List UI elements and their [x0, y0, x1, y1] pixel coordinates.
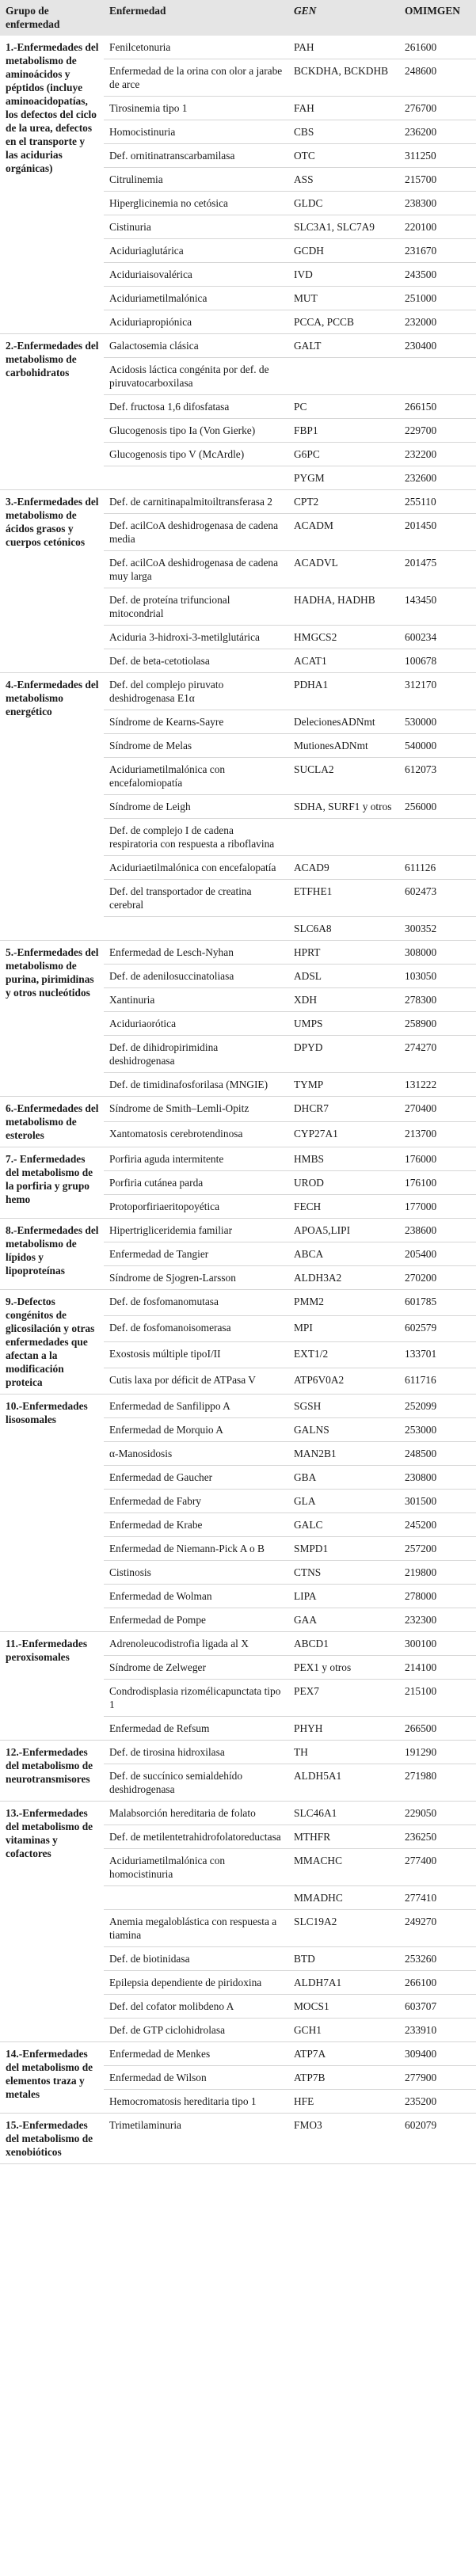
omim-cell: 270200 [399, 1266, 476, 1290]
disease-cell: Enfermedad de Menkes [104, 2042, 288, 2066]
disease-cell: Adrenoleucodistrofia ligada al X [104, 1632, 288, 1656]
gene-cell: TYMP [288, 1073, 399, 1097]
omim-cell: 312170 [399, 673, 476, 710]
omim-cell: 276700 [399, 97, 476, 120]
disease-cell: Porfiria cutánea parda [104, 1171, 288, 1195]
disease-cell: Xantinuria [104, 988, 288, 1012]
group-name-cell: 3.-Enfermedades del metabolismo de ácidos grasos y cuerpos cetónicos [0, 490, 104, 673]
omim-cell: 266500 [399, 1717, 476, 1741]
gene-cell: PMM2 [288, 1290, 399, 1316]
disease-cell: Malabsorción hereditaria de folato [104, 1802, 288, 1825]
gene-cell: GLA [288, 1490, 399, 1513]
omim-cell: 230400 [399, 334, 476, 358]
gene-cell: CPT2 [288, 490, 399, 514]
gene-cell: TH [288, 1741, 399, 1764]
gene-cell: PYGM [288, 466, 399, 490]
disease-cell: Trimetilaminuria [104, 2114, 288, 2164]
omim-cell: 201450 [399, 514, 476, 551]
omim-cell: 266150 [399, 395, 476, 419]
table-row [0, 334, 476, 358]
omim-cell: 253000 [399, 1418, 476, 1442]
group-name-cell: 2.-Enfermedades del metabolismo de carbohidratos [0, 334, 104, 490]
gene-cell: CYP27A1 [288, 1122, 399, 1147]
gene-cell: ATP7A [288, 2042, 399, 2066]
omim-cell: 602473 [399, 880, 476, 917]
disease-cell: Enfermedad de Lesch-Nyhan [104, 941, 288, 965]
disease-cell: Def. de tirosina hidroxilasa [104, 1741, 288, 1764]
disease-cell: Aciduriapropiónica [104, 310, 288, 334]
gene-cell: BTD [288, 1947, 399, 1971]
table-row [0, 1395, 476, 1418]
table-row [0, 2114, 476, 2164]
omim-cell [399, 358, 476, 395]
gene-cell: SGSH [288, 1395, 399, 1418]
disease-cell: Def. de complejo I de cadena respiratoria con respuesta a riboflavina [104, 819, 288, 856]
omim-cell: 256000 [399, 795, 476, 819]
gene-cell: ADSL [288, 965, 399, 988]
gene-cell: ALDH7A1 [288, 1971, 399, 1995]
disease-cell: Cistinuria [104, 215, 288, 239]
gene-cell: PC [288, 395, 399, 419]
disease-cell: Hemocromatosis hereditaria tipo 1 [104, 2090, 288, 2114]
disease-cell: Enfermedad de Tangier [104, 1242, 288, 1266]
gene-cell: PAH [288, 36, 399, 59]
omim-cell: 277410 [399, 1886, 476, 1910]
gene-cell: GALT [288, 334, 399, 358]
omim-cell: 214100 [399, 1656, 476, 1680]
gene-cell: DHCR7 [288, 1097, 399, 1122]
header-gene: GEN [288, 0, 399, 36]
disease-cell: Enfermedad de Pompe [104, 1608, 288, 1632]
gene-cell: GAA [288, 1608, 399, 1632]
gene-cell: CTNS [288, 1561, 399, 1585]
gene-cell: GALC [288, 1513, 399, 1537]
gene-cell: FAH [288, 97, 399, 120]
disease-cell: Homocistinuria [104, 120, 288, 144]
omim-cell: 311250 [399, 144, 476, 168]
omim-cell: 232600 [399, 466, 476, 490]
omim-cell: 229700 [399, 419, 476, 443]
gene-cell: IVD [288, 263, 399, 287]
table-row [0, 1741, 476, 1764]
gene-cell: SMPD1 [288, 1537, 399, 1561]
disease-cell: Síndrome de Melas [104, 734, 288, 758]
gene-cell: OTC [288, 144, 399, 168]
omim-cell: 257200 [399, 1537, 476, 1561]
gene-cell: ATP6V0A2 [288, 1368, 399, 1395]
gene-cell: SLC46A1 [288, 1802, 399, 1825]
omim-cell: 231670 [399, 239, 476, 263]
omim-cell: 266100 [399, 1971, 476, 1995]
gene-cell: LIPA [288, 1585, 399, 1608]
disease-cell: Epilepsia dependiente de piridoxina [104, 1971, 288, 1995]
omim-cell: 277900 [399, 2066, 476, 2090]
disease-cell: Citrulinemia [104, 168, 288, 192]
disease-cell: Enfermedad de Morquio A [104, 1418, 288, 1442]
omim-cell: 261600 [399, 36, 476, 59]
gene-cell: UROD [288, 1171, 399, 1195]
omim-cell: 270400 [399, 1097, 476, 1122]
gene-cell: GCDH [288, 239, 399, 263]
gene-cell: FECH [288, 1195, 399, 1219]
gene-cell: SLC3A1, SLC7A9 [288, 215, 399, 239]
disease-cell: Galactosemia clásica [104, 334, 288, 358]
gene-cell: HMBS [288, 1147, 399, 1171]
omim-cell: 235200 [399, 2090, 476, 2114]
gene-cell: SLC19A2 [288, 1910, 399, 1947]
omim-cell: 215100 [399, 1680, 476, 1717]
disease-cell: Hiperglicinemia no cetósica [104, 192, 288, 215]
table-body [0, 36, 476, 2164]
group-name-cell: 6.-Enfermedades del metabolismo de esteroles [0, 1097, 104, 1147]
gene-cell: ETFHE1 [288, 880, 399, 917]
gene-cell: ASS [288, 168, 399, 192]
disease-cell: Enfermedad de Gaucher [104, 1466, 288, 1490]
group-name-cell: 8.-Enfermedades del metabolismo de lípidos y lipoproteínas [0, 1219, 104, 1290]
gene-cell: ACADM [288, 514, 399, 551]
table-row [0, 941, 476, 965]
gene-cell: UMPS [288, 1012, 399, 1036]
disease-cell: Tirosinemia tipo 1 [104, 97, 288, 120]
disease-cell: Enfermedad de Niemann-Pick A o B [104, 1537, 288, 1561]
omim-cell: 213700 [399, 1122, 476, 1147]
omim-cell: 612073 [399, 758, 476, 795]
disease-cell: Glucogenosis tipo V (McArdle) [104, 443, 288, 466]
disease-cell: Def. fructosa 1,6 difosfatasa [104, 395, 288, 419]
header-omim: OMIMGEN [399, 0, 476, 36]
omim-cell: 100678 [399, 649, 476, 673]
gene-cell: MOCS1 [288, 1995, 399, 2019]
disease-cell: Glucogenosis tipo Ia (Von Gierke) [104, 419, 288, 443]
gene-cell: MutionesADNmt [288, 734, 399, 758]
disease-cell: Enfermedad de Fabry [104, 1490, 288, 1513]
gene-cell: CBS [288, 120, 399, 144]
disease-cell: Def. de fosfomanoisomerasa [104, 1316, 288, 1342]
group-name-cell: 12.-Enfermedades del metabolismo de neurotransmisores [0, 1741, 104, 1802]
gene-cell: PEX1 y otros [288, 1656, 399, 1680]
gene-cell: SDHA, SURF1 y otros [288, 795, 399, 819]
omim-cell: 602579 [399, 1316, 476, 1342]
omim-cell: 176100 [399, 1171, 476, 1195]
omim-cell: 278300 [399, 988, 476, 1012]
table-row [0, 1290, 476, 1316]
group-name-cell: 14.-Enfermedades del metabolismo de elementos traza y metales [0, 2042, 104, 2114]
omim-cell: 233910 [399, 2019, 476, 2042]
omim-cell: 236250 [399, 1825, 476, 1849]
gene-cell: PDHA1 [288, 673, 399, 710]
table-row [0, 1632, 476, 1656]
gene-cell: EXT1/2 [288, 1342, 399, 1368]
gene-cell: FBP1 [288, 419, 399, 443]
disease-cell: Anemia megaloblástica con respuesta a tiamina [104, 1910, 288, 1947]
omim-cell: 274270 [399, 1036, 476, 1073]
omim-cell: 611716 [399, 1368, 476, 1395]
disease-cell: Fenilcetonuria [104, 36, 288, 59]
omim-cell: 245200 [399, 1513, 476, 1537]
omim-cell: 601785 [399, 1290, 476, 1316]
disease-cell: Exostosis múltiple tipoI/II [104, 1342, 288, 1368]
omim-cell: 611126 [399, 856, 476, 880]
omim-cell: 232300 [399, 1608, 476, 1632]
disease-cell: Síndrome de Leigh [104, 795, 288, 819]
omim-cell: 243500 [399, 263, 476, 287]
disease-cell: Aciduriametilmalónica con homocistinuria [104, 1849, 288, 1886]
gene-cell: HPRT [288, 941, 399, 965]
gene-cell: DPYD [288, 1036, 399, 1073]
disease-cell: Enfermedad de Refsum [104, 1717, 288, 1741]
disease-cell: Def. de proteína trifuncional mitocondrial [104, 588, 288, 626]
disease-cell: Def. acilCoA deshidrogenasa de cadena media [104, 514, 288, 551]
gene-cell: GBA [288, 1466, 399, 1490]
gene-cell: MPI [288, 1316, 399, 1342]
gene-cell: HFE [288, 2090, 399, 2114]
omim-cell: 229050 [399, 1802, 476, 1825]
table-row [0, 1219, 476, 1242]
disease-cell: Def. de adenilosuccinatoliasa [104, 965, 288, 988]
gene-cell: HADHA, HADHB [288, 588, 399, 626]
omim-cell: 248500 [399, 1442, 476, 1466]
disease-cell: Aciduriaorótica [104, 1012, 288, 1036]
gene-cell: SUCLA2 [288, 758, 399, 795]
omim-cell: 177000 [399, 1195, 476, 1219]
disease-cell [104, 917, 288, 941]
omim-cell: 252099 [399, 1395, 476, 1418]
table-row [0, 36, 476, 59]
omim-cell: 191290 [399, 1741, 476, 1764]
group-name-cell: 1.-Enfermedades del metabolismo de aminoácidos y péptidos (incluye aminoacidopatías, los defectos del ciclo de la urea, defectos en el transporte y las acidurias orgánicas) [0, 36, 104, 334]
disease-cell: Def. de timidinafosforilasa (MNGIE) [104, 1073, 288, 1097]
group-name-cell: 5.-Enfermedades del metabolismo de purina, pirimidinas y otros nucleótidos [0, 941, 104, 1097]
gene-cell: MMACHC [288, 1849, 399, 1886]
disease-cell: Def. de fosfomanomutasa [104, 1290, 288, 1316]
gene-cell: DelecionesADNmt [288, 710, 399, 734]
omim-cell: 201475 [399, 551, 476, 588]
disease-cell: Aciduriametilmalónica con encefalomiopatía [104, 758, 288, 795]
disease-cell: Def. de biotinidasa [104, 1947, 288, 1971]
omim-cell: 232000 [399, 310, 476, 334]
disease-cell: Protoporfiriaeritopoyética [104, 1195, 288, 1219]
omim-cell: 277400 [399, 1849, 476, 1886]
gene-cell: ATP7B [288, 2066, 399, 2090]
gene-cell: MTHFR [288, 1825, 399, 1849]
omim-cell: 278000 [399, 1585, 476, 1608]
header-disease: Enfermedad [104, 0, 288, 36]
omim-cell: 248600 [399, 59, 476, 97]
disease-cell [104, 1886, 288, 1910]
disease-cell: Xantomatosis cerebrotendinosa [104, 1122, 288, 1147]
table-row [0, 490, 476, 514]
omim-cell: 133701 [399, 1342, 476, 1368]
omim-cell: 251000 [399, 287, 476, 310]
gene-cell: G6PC [288, 443, 399, 466]
disease-cell: Aciduria 3-hidroxi-3-metilglutárica [104, 626, 288, 649]
disease-cell: Cutis laxa por déficit de ATPasa V [104, 1368, 288, 1395]
gene-cell: ABCA [288, 1242, 399, 1266]
omim-cell: 131222 [399, 1073, 476, 1097]
omim-cell: 232200 [399, 443, 476, 466]
disease-cell: Enfermedad de la orina con olor a jarabe de arce [104, 59, 288, 97]
disease-cell: Aciduriaetilmalónica con encefalopatía [104, 856, 288, 880]
disease-cell: Def. de GTP ciclohidrolasa [104, 2019, 288, 2042]
group-name-cell: 4.-Enfermedades del metabolismo energético [0, 673, 104, 941]
table-header-row [0, 0, 476, 36]
disease-cell: Síndrome de Smith–Lemli-Opitz [104, 1097, 288, 1122]
omim-cell: 271980 [399, 1764, 476, 1802]
disease-cell: Def. del cofator molibdeno A [104, 1995, 288, 2019]
gene-cell: ACAD9 [288, 856, 399, 880]
disease-cell: Enfermedad de Sanfilippo A [104, 1395, 288, 1418]
disease-cell: Def. del transportador de creatina cerebral [104, 880, 288, 917]
disease-cell [104, 466, 288, 490]
omim-cell: 220100 [399, 215, 476, 239]
table-row [0, 1802, 476, 1825]
disease-cell: Síndrome de Sjogren-Larsson [104, 1266, 288, 1290]
gene-cell: FMO3 [288, 2114, 399, 2164]
group-name-cell: 13.-Enfermedades del metabolismo de vitaminas y cofactores [0, 1802, 104, 2042]
gene-cell: GCH1 [288, 2019, 399, 2042]
omim-cell: 530000 [399, 710, 476, 734]
disease-cell: Acidosis láctica congénita por def. de piruvatocarboxilasa [104, 358, 288, 395]
omim-cell: 309400 [399, 2042, 476, 2066]
gene-cell: HMGCS2 [288, 626, 399, 649]
gene-cell: XDH [288, 988, 399, 1012]
omim-cell: 301500 [399, 1490, 476, 1513]
disease-cell: Def. acilCoA deshidrogenasa de cadena muy larga [104, 551, 288, 588]
gene-cell: ACAT1 [288, 649, 399, 673]
table-row [0, 1097, 476, 1122]
disease-cell: Def. de carnitinapalmitoiltransferasa 2 [104, 490, 288, 514]
gene-cell: BCKDHA, BCKDHB [288, 59, 399, 97]
omim-cell: 238300 [399, 192, 476, 215]
gene-cell: SLC6A8 [288, 917, 399, 941]
disease-cell: Enfermedad de Krabe [104, 1513, 288, 1537]
disease-cell: Aciduriametilmalónica [104, 287, 288, 310]
disease-cell: Enfermedad de Wolman [104, 1585, 288, 1608]
omim-cell: 236200 [399, 120, 476, 144]
gene-cell: ABCD1 [288, 1632, 399, 1656]
table-row [0, 1147, 476, 1171]
gene-cell: ALDH5A1 [288, 1764, 399, 1802]
gene-cell [288, 819, 399, 856]
disease-cell: Def. del complejo piruvato deshidrogenasa E1α [104, 673, 288, 710]
table-row [0, 673, 476, 710]
omim-cell: 255110 [399, 490, 476, 514]
omim-cell [399, 819, 476, 856]
omim-cell: 600234 [399, 626, 476, 649]
omim-cell: 603707 [399, 1995, 476, 2019]
disease-cell: Def. de dihidropirimidina deshidrogenasa [104, 1036, 288, 1073]
omim-cell: 249270 [399, 1910, 476, 1947]
disease-cell: Síndrome de Zelweger [104, 1656, 288, 1680]
gene-cell: PEX7 [288, 1680, 399, 1717]
gene-cell: MUT [288, 287, 399, 310]
group-name-cell: 15.-Enfermedades del metabolismo de xenobióticos [0, 2114, 104, 2164]
group-name-cell: 11.-Enfermedades peroxisomales [0, 1632, 104, 1741]
omim-cell: 300352 [399, 917, 476, 941]
gene-cell: MAN2B1 [288, 1442, 399, 1466]
gene-cell [288, 358, 399, 395]
header-group: Grupo de enfermedad [0, 0, 104, 36]
omim-cell: 205400 [399, 1242, 476, 1266]
omim-cell: 143450 [399, 588, 476, 626]
disease-cell: Aciduriaisovalérica [104, 263, 288, 287]
omim-cell: 219800 [399, 1561, 476, 1585]
disease-cell: Enfermedad de Wilson [104, 2066, 288, 2090]
disease-cell: Porfiria aguda intermitente [104, 1147, 288, 1171]
disease-cell: Def. de beta-cetotiolasa [104, 649, 288, 673]
group-name-cell: 10.-Enfermedades lisosomales [0, 1395, 104, 1632]
disease-cell: Cistinosis [104, 1561, 288, 1585]
omim-cell: 103050 [399, 965, 476, 988]
gene-cell: PCCA, PCCB [288, 310, 399, 334]
omim-cell: 602079 [399, 2114, 476, 2164]
disease-cell: Aciduriaglutárica [104, 239, 288, 263]
group-name-cell: 7.- Enfermedades del metabolismo de la porfiria y grupo hemo [0, 1147, 104, 1219]
table-row [0, 2042, 476, 2066]
omim-cell: 540000 [399, 734, 476, 758]
disease-cell: α-Manosidosis [104, 1442, 288, 1466]
disease-cell: Hipertrigliceridemia familiar [104, 1219, 288, 1242]
omim-cell: 215700 [399, 168, 476, 192]
omim-cell: 230800 [399, 1466, 476, 1490]
disease-cell: Def. de metilentetrahidrofolatoreductasa [104, 1825, 288, 1849]
gene-cell: MMADHC [288, 1886, 399, 1910]
omim-cell: 253260 [399, 1947, 476, 1971]
group-name-cell: 9.-Defectos congénitos de glicosilación y otras enfermedades que afectan a la modificación proteica [0, 1290, 104, 1395]
omim-cell: 300100 [399, 1632, 476, 1656]
gene-cell: GLDC [288, 192, 399, 215]
disease-cell: Condrodisplasia rizomélicapunctata tipo 1 [104, 1680, 288, 1717]
omim-cell: 258900 [399, 1012, 476, 1036]
disease-cell: Def. de succínico semialdehído deshidrogenasa [104, 1764, 288, 1802]
disease-cell: Síndrome de Kearns-Sayre [104, 710, 288, 734]
disease-cell: Def. ornitinatranscarbamilasa [104, 144, 288, 168]
omim-cell: 308000 [399, 941, 476, 965]
omim-cell: 176000 [399, 1147, 476, 1171]
omim-cell: 238600 [399, 1219, 476, 1242]
gene-cell: PHYH [288, 1717, 399, 1741]
gene-cell: GALNS [288, 1418, 399, 1442]
gene-cell: ALDH3A2 [288, 1266, 399, 1290]
gene-cell: ACADVL [288, 551, 399, 588]
gene-cell: APOA5,LIPI [288, 1219, 399, 1242]
